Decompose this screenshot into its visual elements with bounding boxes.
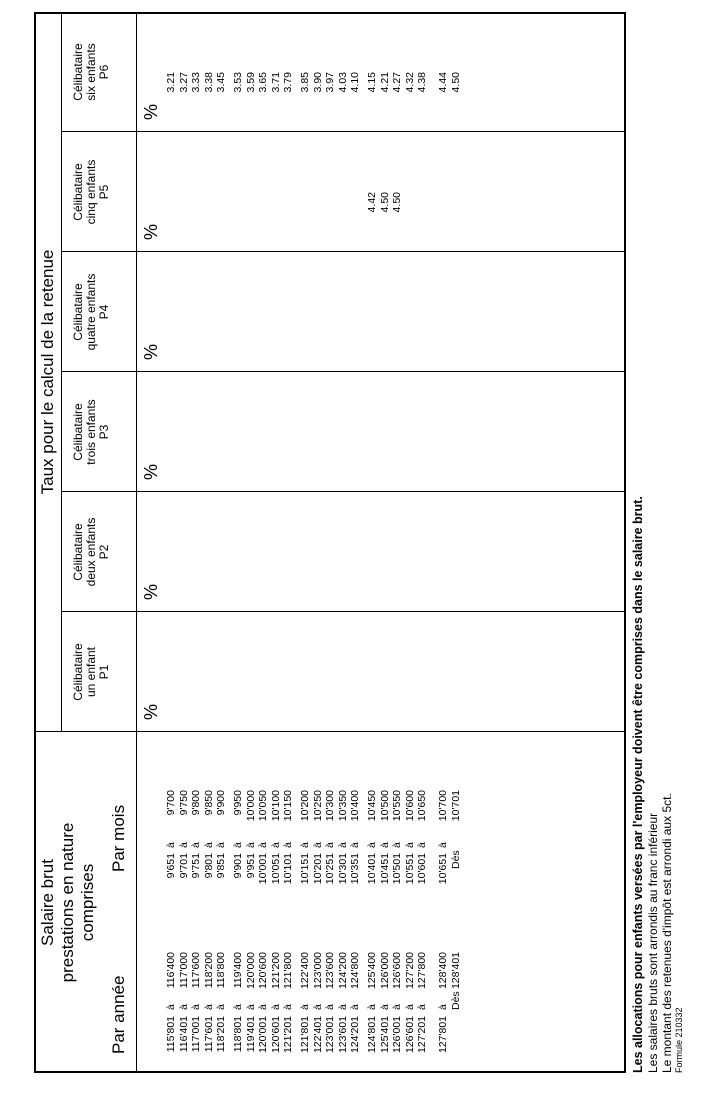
row-month-to: 10'650 [416, 790, 429, 822]
row-rate-p6: 4.10 [349, 72, 362, 93]
salary-title-line3: comprises [78, 863, 97, 942]
row-year-to: 124'200 [336, 952, 349, 990]
row-year-connector: à [282, 1004, 295, 1010]
row-month-to: 10'200 [299, 790, 311, 822]
row-year-from: 127'201 [416, 1016, 429, 1054]
row-year-connector: à [257, 1004, 270, 1010]
row-year-connector: à [232, 1004, 244, 1010]
row-rate-p6: 3.59 [244, 72, 257, 93]
row-month-from: 10'601 [416, 853, 429, 885]
row-month-connector: à [177, 842, 190, 848]
divider-title [61, 12, 62, 732]
col-p6-unit: % [141, 103, 161, 120]
row-month-connector: à [282, 842, 295, 848]
row-rate-p6: 3.27 [177, 72, 190, 93]
row-rate-p6: 4.03 [336, 72, 349, 93]
form-code: Formule 210332 [674, 1007, 684, 1073]
row-year-connector: à [269, 1004, 282, 1010]
salary-title-line1: Salaire brut [38, 859, 57, 946]
row-month-connector: à [311, 842, 324, 848]
row-year-connector: à [299, 1004, 311, 1010]
row-month-from: 9'851 [215, 853, 228, 879]
per-month-label: Par mois [109, 804, 128, 872]
row-year-from: 120'601 [269, 1016, 282, 1054]
row-year-to: 120'000 [244, 952, 257, 990]
col-p3-header-line2: trois enfants [84, 399, 98, 465]
last-row-month: 10'701 [449, 790, 462, 822]
row-year-to: 126'600 [391, 952, 404, 990]
row-month-from: 9'651 [165, 853, 177, 879]
rate-title: Taux pour le calcul de la retenue [38, 249, 57, 495]
divider-p2-p3 [61, 491, 626, 492]
row-month-to: 10'450 [366, 790, 378, 822]
row-year-connector: à [324, 1004, 337, 1010]
row-month-connector: à [190, 842, 203, 848]
row-rate-p6: 3.45 [215, 72, 228, 93]
row-month-connector: à [437, 842, 449, 848]
row-year-to: 121'200 [269, 952, 282, 990]
col-p1-unit: % [141, 703, 161, 720]
row-month-to: 10'600 [403, 790, 416, 822]
row-year-from: 125'401 [378, 1016, 391, 1054]
row-year-connector: à [165, 1004, 177, 1010]
last-row-year: 128'401 [449, 952, 462, 990]
row-year-to: 120'600 [257, 952, 270, 990]
row-month-connector: à [366, 842, 378, 848]
row-month-to: 9'950 [232, 790, 244, 816]
row-month-to: 10'150 [282, 790, 295, 822]
row-month-to: 9'900 [215, 790, 228, 816]
row-month-from: 10'251 [324, 853, 337, 885]
row-month-to: 10'000 [244, 790, 257, 822]
row-month-to: 10'400 [349, 790, 362, 822]
row-month-to: 10'350 [336, 790, 349, 822]
row-year-to: 118'800 [215, 952, 228, 989]
row-month-from: 10'051 [269, 853, 282, 885]
row-year-connector: à [366, 1004, 378, 1010]
row-month-from: 9'951 [244, 853, 257, 879]
col-p6-header-line2: six enfants [84, 43, 98, 101]
row-month-from: 10'151 [299, 853, 311, 885]
row-year-connector: à [215, 1004, 228, 1010]
row-month-from: 10'101 [282, 853, 295, 885]
row-month-connector: à [324, 842, 337, 848]
row-year-to: 128'400 [437, 952, 449, 990]
row-month-connector: à [257, 842, 270, 848]
row-rate-p6: 3.65 [257, 72, 270, 93]
row-year-connector: à [437, 1004, 449, 1010]
row-month-from: 10'501 [391, 853, 404, 885]
col-p5-header-line1: Célibataire [71, 163, 85, 221]
row-rate-p6: 3.53 [232, 72, 244, 93]
row-month-connector: à [403, 842, 416, 848]
row-month-from: 9'901 [232, 853, 244, 879]
row-rate-p6: 3.90 [311, 72, 324, 93]
footer-note-bold: Les allocations pour enfants versées par l'employeur doivent être comprises dans le salaire brut. [631, 496, 645, 1073]
row-year-to: 117'000 [177, 952, 190, 989]
row-month-connector: à [336, 842, 349, 848]
divider-p1-p2 [61, 611, 626, 612]
row-rate-p6: 4.21 [378, 72, 391, 93]
row-month-connector: à [244, 842, 257, 848]
row-month-to: 10'100 [269, 790, 282, 822]
col-p4-header-line2: quatre enfants [84, 273, 98, 351]
row-month-from: 10'001 [257, 853, 270, 885]
row-year-from: 123'001 [324, 1016, 337, 1054]
row-month-from: 9'801 [202, 853, 215, 879]
row-year-from: 126'001 [391, 1016, 404, 1054]
row-year-to: 123'600 [324, 952, 337, 990]
row-rate-p6: 3.21 [165, 72, 177, 93]
row-month-from: 10'351 [349, 853, 362, 885]
row-year-from: 126'601 [403, 1016, 416, 1054]
col-p3-unit: % [141, 463, 161, 480]
row-rate-p6: 4.38 [416, 72, 429, 93]
col-p5-header-line2: cinq enfants [84, 159, 98, 225]
row-rate-p6: 4.15 [366, 72, 378, 93]
row-month-from: 10'651 [437, 853, 449, 885]
row-year-to: 127'200 [403, 952, 416, 990]
col-p6-header-line1: Célibataire [71, 43, 85, 101]
row-rate-p6: 4.32 [403, 72, 416, 93]
divider-p4-p5 [61, 251, 626, 252]
row-month-connector: à [391, 842, 404, 848]
row-month-to: 9'850 [202, 790, 215, 816]
row-year-connector: à [244, 1004, 257, 1010]
row-year-from: 124'201 [349, 1016, 362, 1054]
row-year-from: 118'201 [215, 1016, 228, 1053]
row-rate-p5: 4.42 [366, 192, 378, 213]
col-p2-unit: % [141, 583, 161, 600]
col-p6-header-line3: P6 [97, 64, 111, 80]
row-month-from: 10'551 [403, 853, 416, 885]
row-year-to: 124'800 [349, 952, 362, 990]
row-month-to: 10'250 [311, 790, 324, 822]
row-year-from: 127'801 [437, 1016, 449, 1054]
row-month-to: 10'550 [391, 790, 404, 822]
row-rate-p6: 3.97 [324, 72, 337, 93]
row-month-connector: à [416, 842, 429, 848]
row-month-connector: à [232, 842, 244, 848]
divider-p5-p6 [61, 131, 626, 132]
row-year-to: 121'800 [282, 952, 295, 990]
row-month-connector: à [165, 842, 177, 848]
col-p1-header-line1: Célibataire [71, 643, 85, 701]
row-month-from: 10'401 [366, 853, 378, 885]
row-year-connector: à [202, 1004, 215, 1010]
row-year-from: 123'601 [336, 1016, 349, 1054]
row-rate-p5: 4.50 [391, 192, 404, 213]
row-month-from: 9'701 [177, 853, 190, 879]
row-month-to: 9'750 [177, 790, 190, 816]
row-month-connector: à [269, 842, 282, 848]
row-year-from: 118'801 [232, 1016, 244, 1053]
row-year-to: 122'400 [299, 952, 311, 990]
row-year-from: 124'801 [366, 1016, 378, 1054]
last-row-rate-p6: 4.50 [449, 72, 462, 93]
row-year-to: 116'400 [165, 952, 177, 989]
row-year-from: 120'001 [257, 1016, 270, 1054]
row-year-connector: à [416, 1004, 429, 1010]
row-year-from: 122'401 [311, 1016, 324, 1054]
row-month-connector: à [299, 842, 311, 848]
row-year-connector: à [336, 1004, 349, 1010]
row-rate-p6: 4.27 [391, 72, 404, 93]
footer-note-tax: Le montant des retenues d'impôt est arrondi aux 5ct. [660, 793, 674, 1073]
row-rate-p6: 4.44 [437, 72, 449, 93]
row-year-from: 121'201 [282, 1016, 295, 1054]
row-year-connector: à [378, 1004, 391, 1010]
col-p5-unit: % [141, 223, 161, 240]
row-month-to: 10'500 [378, 790, 391, 822]
divider-p3-p4 [61, 371, 626, 372]
row-month-to: 10'700 [437, 790, 449, 822]
row-month-to: 10'050 [257, 790, 270, 822]
row-year-connector: à [391, 1004, 404, 1010]
col-p3-header-line3: P3 [97, 424, 111, 440]
col-p4-header-line1: Célibataire [71, 283, 85, 341]
col-p1-header-line3: P1 [97, 664, 111, 680]
row-year-connector: à [190, 1004, 203, 1010]
row-year-from: 116'401 [177, 1016, 190, 1053]
divider-header [136, 12, 137, 1073]
row-year-to: 125'400 [366, 952, 378, 990]
row-year-from: 119'401 [244, 1016, 257, 1053]
row-year-connector: à [311, 1004, 324, 1010]
row-year-to: 117'600 [190, 952, 203, 989]
row-year-connector: à [403, 1004, 416, 1010]
row-month-to: 10'300 [324, 790, 337, 822]
row-month-from: 10'301 [336, 853, 349, 885]
row-month-connector: à [378, 842, 391, 848]
row-month-from: 10'451 [378, 853, 391, 885]
row-year-connector: à [177, 1004, 190, 1010]
row-year-to: 118'200 [202, 952, 215, 989]
table-frame [34, 12, 626, 1073]
row-rate-p6: 3.85 [299, 72, 311, 93]
row-year-to: 119'400 [232, 952, 244, 989]
row-year-to: 126'000 [378, 952, 391, 990]
row-month-connector: à [202, 842, 215, 848]
col-p1-header-line2: un enfant [84, 646, 98, 698]
last-row-label: Dès [449, 991, 462, 1010]
row-month-connector: à [215, 842, 228, 848]
divider-main [34, 731, 626, 732]
row-year-connector: à [349, 1004, 362, 1010]
row-rate-p6: 3.38 [202, 72, 215, 93]
row-rate-p6: 3.33 [190, 72, 203, 93]
row-year-to: 127'800 [416, 952, 429, 990]
row-year-from: 117'001 [190, 1016, 203, 1053]
footer-note-rounding: Les salaires bruts sont arrondis au franc inférieur [646, 812, 660, 1073]
row-rate-p5: 4.50 [378, 192, 391, 213]
col-p2-header-line3: P2 [97, 544, 111, 560]
per-year-label: Par année [109, 975, 128, 1054]
row-rate-p6: 3.71 [269, 72, 282, 93]
col-p4-unit: % [141, 343, 161, 360]
row-month-from: 9'751 [190, 853, 203, 879]
row-month-from: 10'201 [311, 853, 324, 885]
col-p4-header-line3: P4 [97, 304, 111, 320]
col-p2-header-line1: Célibataire [71, 523, 85, 581]
row-month-to: 9'700 [165, 790, 177, 816]
row-year-from: 117'601 [202, 1016, 215, 1053]
col-p3-header-line1: Célibataire [71, 403, 85, 461]
col-p2-header-line2: deux enfants [84, 517, 98, 587]
col-p5-header-line3: P5 [97, 184, 111, 200]
row-year-to: 123'000 [311, 952, 324, 990]
row-year-from: 115'801 [165, 1016, 177, 1053]
salary-title-line2: prestations en nature [58, 822, 77, 983]
row-month-to: 9'800 [190, 790, 203, 816]
last-row-label-month: Dès [449, 850, 462, 869]
row-year-from: 121'801 [299, 1016, 311, 1054]
row-rate-p6: 3.79 [282, 72, 295, 93]
row-month-connector: à [349, 842, 362, 848]
